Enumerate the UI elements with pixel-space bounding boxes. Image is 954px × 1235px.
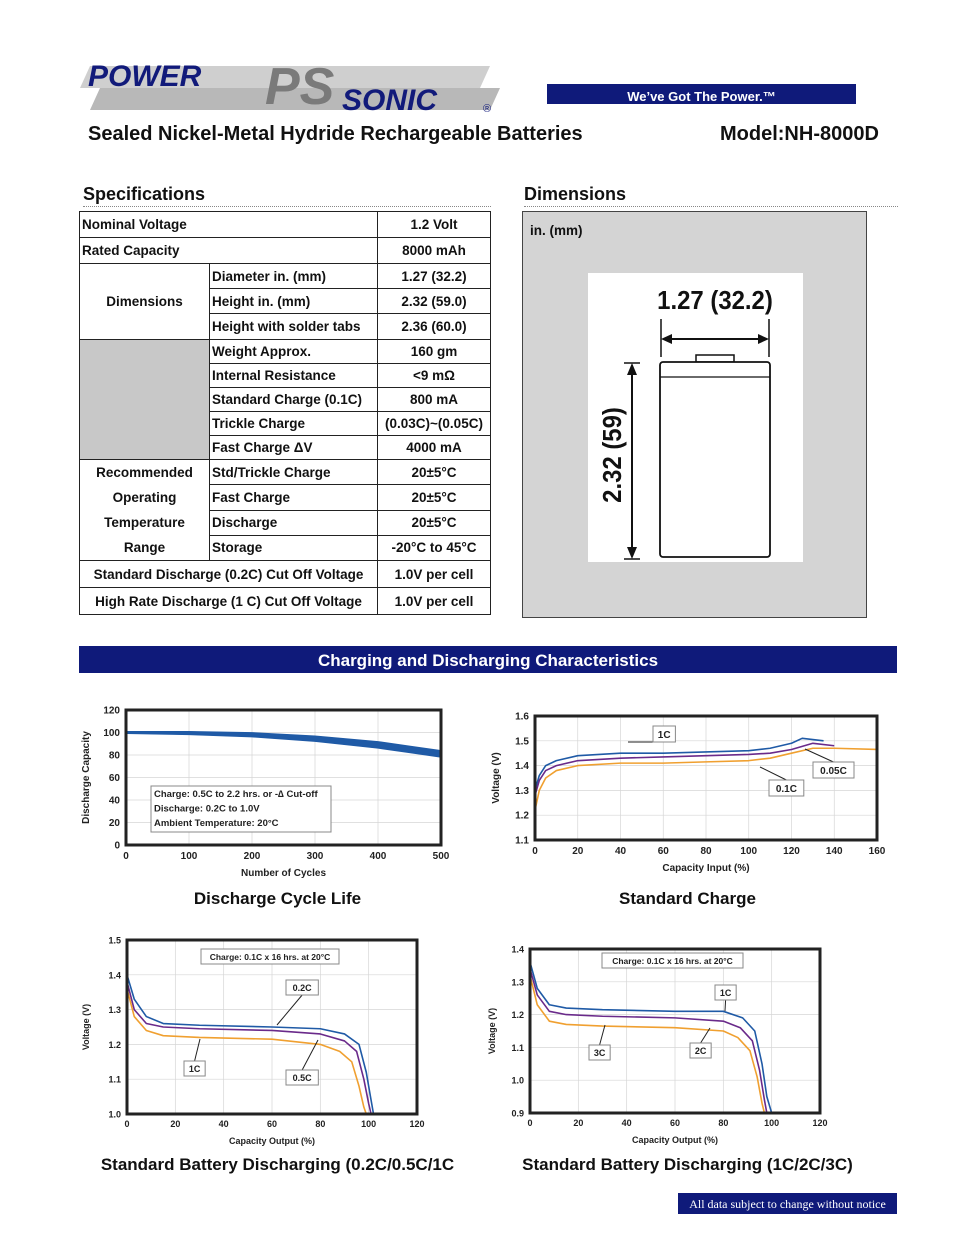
dimensions-unit: in. (mm) xyxy=(530,223,583,238)
height-label: 2.32 (59) xyxy=(598,407,628,503)
annotation-text: Discharge: 0.2C to 1.0V xyxy=(154,803,260,815)
spec-value: <9 mΩ xyxy=(378,364,491,388)
characteristics-band: Charging and Discharging Characteristics xyxy=(79,646,897,673)
spec-value: 1.27 (32.2) xyxy=(378,264,491,289)
spec-value: (0.03C)~(0.05C) xyxy=(378,412,491,436)
y-axis-label: Voltage (V) xyxy=(491,752,502,804)
table-row xyxy=(80,264,491,289)
x-tick-label: 500 xyxy=(432,851,450,862)
spec-label: Trickle Charge xyxy=(210,412,378,436)
y-tick-label: 100 xyxy=(103,728,120,739)
table-row xyxy=(80,561,491,588)
series-label: 0.05C xyxy=(820,766,847,777)
height-arrow-bottom xyxy=(627,547,637,559)
spec-label: Storage xyxy=(210,535,378,560)
annotation-text: Charge: 0.1C x 16 hrs. at 20°C xyxy=(209,952,331,962)
spec-label: Nominal Voltage xyxy=(80,212,378,238)
y-tick-label: 1.3 xyxy=(515,785,529,797)
y-tick-label: 0.9 xyxy=(511,1108,524,1119)
series-label: 0.2C xyxy=(292,983,312,993)
x-tick-label: 20 xyxy=(573,1118,584,1128)
x-tick-label: 140 xyxy=(825,846,843,857)
y-tick-label: 1.3 xyxy=(511,977,524,988)
x-axis-label: Capacity Output (%) xyxy=(631,1135,719,1145)
x-tick-label: 40 xyxy=(621,1118,632,1128)
y-tick-label: 120 xyxy=(103,705,120,717)
series-label: 0.5C xyxy=(292,1073,312,1083)
series-line-0-5c xyxy=(127,982,371,1114)
standard-charge-chart xyxy=(485,705,895,885)
x-tick-label: 60 xyxy=(657,846,669,857)
temperature-group-line: Range xyxy=(123,540,166,555)
spec-value: 8000 mAh xyxy=(378,238,491,264)
series-label: 1C xyxy=(188,1064,201,1074)
spec-label: Weight Approx. xyxy=(210,340,378,364)
discharge-1c-2c-3c-chart xyxy=(485,940,835,1150)
logo-text-ps: PS xyxy=(265,58,335,116)
spec-label: Standard Charge (0.1C) xyxy=(210,388,378,412)
dimensions-rule xyxy=(524,206,898,207)
table-row xyxy=(80,238,491,264)
y-tick-label: 1.3 xyxy=(108,1005,121,1016)
document-title: Sealed Nickel-Metal Hydride Rechargeable Batteries xyxy=(88,123,583,145)
chart-caption-discharge-b: Standard Battery Discharging (1C/2C/3C) xyxy=(522,1155,853,1174)
spec-label: Std/Trickle Charge xyxy=(210,460,378,485)
chart-caption-standard-charge: Standard Charge xyxy=(619,889,756,908)
dimensions-group-label: Dimensions xyxy=(80,264,210,340)
spec-value: 20±5°C xyxy=(378,510,491,535)
annotation-text: Charge: 0.5C to 2.2 hrs. or -∆ Cut-off xyxy=(154,789,318,800)
spec-label: Diameter in. (mm) xyxy=(210,264,378,289)
spec-value: -20°C to 45°C xyxy=(378,535,491,560)
brand-logo xyxy=(80,58,500,118)
x-tick-label: 0 xyxy=(124,1119,130,1129)
table-row xyxy=(80,460,491,485)
x-tick-label: 0 xyxy=(527,1118,533,1128)
label-leader-line xyxy=(805,749,834,762)
spec-value: 4000 mA xyxy=(378,436,491,460)
chart-caption-cycle-life: Discharge Cycle Life xyxy=(193,889,362,908)
x-axis-label: Capacity Input (%) xyxy=(662,863,750,874)
y-tick-label: 40 xyxy=(108,795,120,807)
label-leader-line xyxy=(760,767,786,780)
y-tick-label: 60 xyxy=(108,773,120,784)
spec-label: Fast Charge ΔV xyxy=(210,436,378,460)
label-leader-line xyxy=(195,1039,200,1061)
logo-text-power: POWER xyxy=(88,60,202,93)
discharge-cycle-life-chart xyxy=(79,700,459,885)
spec-label: Standard Discharge (0.2C) Cut Off Voltage xyxy=(80,561,378,588)
x-tick-label: 80 xyxy=(718,1118,729,1128)
spec-value: 1.2 Volt xyxy=(378,212,491,238)
x-tick-label: 200 xyxy=(243,851,261,862)
y-tick-label: 1.5 xyxy=(515,736,529,748)
diameter-arrow-left xyxy=(661,334,672,344)
spec-value: 20±5°C xyxy=(378,460,491,485)
x-tick-label: 20 xyxy=(572,846,584,857)
spec-label: High Rate Discharge (1 C) Cut Off Voltage xyxy=(80,588,378,615)
temperature-group-label xyxy=(80,460,210,561)
y-tick-label: 1.2 xyxy=(515,810,529,822)
spec-label: Rated Capacity xyxy=(80,238,378,264)
spec-value: 20±5°C xyxy=(378,485,491,510)
spec-label: Discharge xyxy=(210,510,378,535)
series-label: 3C xyxy=(593,1048,606,1058)
y-tick-label: 1.1 xyxy=(511,1042,524,1053)
label-leader-line xyxy=(725,1000,726,1011)
battery-terminal xyxy=(696,355,734,362)
logo-registered-mark: ® xyxy=(483,103,492,115)
x-axis-label: Capacity Output (%) xyxy=(228,1136,316,1146)
x-tick-label: 120 xyxy=(812,1118,828,1128)
y-tick-label: 1.4 xyxy=(511,944,524,955)
y-tick-label: 1.2 xyxy=(511,1010,524,1021)
y-tick-label: 1.4 xyxy=(515,761,529,773)
battery-drawing-svg xyxy=(588,273,803,562)
annotation-text: Ambient Temperature: 20°C xyxy=(154,818,279,829)
table-row xyxy=(80,340,491,364)
chart-caption-discharge-a: Standard Battery Discharging (0.2C/0.5C/1C xyxy=(100,1155,455,1174)
x-tick-label: 120 xyxy=(409,1119,425,1129)
tagline-banner: We’ve Got The Power.™ xyxy=(547,84,856,104)
label-leader-line xyxy=(277,995,302,1025)
y-tick-label: 1.4 xyxy=(108,970,121,981)
x-tick-label: 0 xyxy=(123,851,129,862)
series-line-1c xyxy=(127,989,366,1114)
x-tick-label: 100 xyxy=(180,851,198,862)
label-leader-line xyxy=(600,1025,605,1045)
y-tick-label: 80 xyxy=(108,750,120,762)
spec-label: Height in. (mm) xyxy=(210,289,378,314)
battery-drawing xyxy=(588,273,803,562)
x-tick-label: 80 xyxy=(315,1119,326,1129)
model-number: Model:NH-8000D xyxy=(720,123,879,145)
logo-graphic xyxy=(80,58,500,118)
y-tick-label: 1.6 xyxy=(515,711,529,723)
x-axis-label: Number of Cycles xyxy=(240,868,327,879)
y-tick-label: 0 xyxy=(114,840,120,852)
height-arrow-top xyxy=(627,363,637,375)
x-tick-label: 0 xyxy=(532,846,538,857)
x-tick-label: 80 xyxy=(700,846,712,857)
y-axis-label: Discharge Capacity xyxy=(81,731,92,824)
x-tick-label: 100 xyxy=(740,846,758,857)
discharge-0-2c-0-5c-1c-chart xyxy=(79,932,429,1150)
annotation-text: Charge: 0.1C x 16 hrs. at 20°C xyxy=(612,956,733,966)
x-tick-label: 40 xyxy=(614,846,627,857)
x-tick-label: 60 xyxy=(669,1118,681,1128)
y-tick-label: 1.0 xyxy=(511,1075,524,1086)
spec-value: 800 mA xyxy=(378,388,491,412)
temperature-group-line: Operating xyxy=(112,490,177,505)
grey-group-cell xyxy=(80,340,210,460)
y-tick-label: 1.2 xyxy=(108,1039,121,1050)
specifications-rule xyxy=(83,206,491,207)
x-tick-label: 400 xyxy=(369,851,387,862)
battery-body xyxy=(660,362,770,557)
spec-label: Internal Resistance xyxy=(210,364,378,388)
y-tick-label: 1.1 xyxy=(108,1074,121,1085)
y-tick-label: 1.0 xyxy=(108,1109,121,1120)
series-label: 1C xyxy=(719,988,732,998)
x-tick-label: 40 xyxy=(218,1119,229,1129)
x-tick-label: 100 xyxy=(361,1119,377,1129)
spec-label: Fast Charge xyxy=(210,485,378,510)
dimensions-heading: Dimensions xyxy=(524,184,627,204)
temperature-group-line: Recommended xyxy=(96,465,193,480)
x-tick-label: 300 xyxy=(306,851,324,862)
y-tick-label: 20 xyxy=(108,818,120,829)
spec-label: Height with solder tabs xyxy=(210,314,378,340)
series-label: 0.1C xyxy=(775,784,797,795)
diameter-arrow-right xyxy=(758,334,769,344)
spec-value: 160 gm xyxy=(378,340,491,364)
x-tick-label: 20 xyxy=(170,1119,181,1129)
x-tick-label: 160 xyxy=(868,846,886,857)
y-tick-label: 1.5 xyxy=(108,935,121,946)
spec-value: 1.0V per cell xyxy=(378,561,491,588)
x-tick-label: 100 xyxy=(764,1118,780,1128)
x-tick-label: 120 xyxy=(783,846,800,857)
spec-value: 1.0V per cell xyxy=(378,588,491,615)
series-label: 1C xyxy=(657,730,671,741)
specifications-heading: Specifications xyxy=(83,184,206,204)
table-row xyxy=(80,588,491,615)
diameter-label: 1.27 (32.2) xyxy=(657,286,773,316)
y-tick-label: 1.1 xyxy=(515,835,529,847)
table-row xyxy=(80,212,491,238)
y-axis-label: Voltage (V) xyxy=(81,1003,91,1051)
temperature-group-line: Temperature xyxy=(104,515,185,530)
disclaimer-notice: All data subject to change without notice xyxy=(678,1193,897,1214)
y-axis-label: Voltage (V) xyxy=(487,1007,497,1055)
logo-text-sonic: SONIC xyxy=(342,84,438,117)
spec-value: 2.36 (60.0) xyxy=(378,314,491,340)
spec-value: 2.32 (59.0) xyxy=(378,289,491,314)
series-label: 2C xyxy=(694,1046,707,1056)
x-tick-label: 60 xyxy=(266,1119,278,1129)
specifications-table xyxy=(79,211,491,615)
cycle-life-band xyxy=(126,731,441,757)
